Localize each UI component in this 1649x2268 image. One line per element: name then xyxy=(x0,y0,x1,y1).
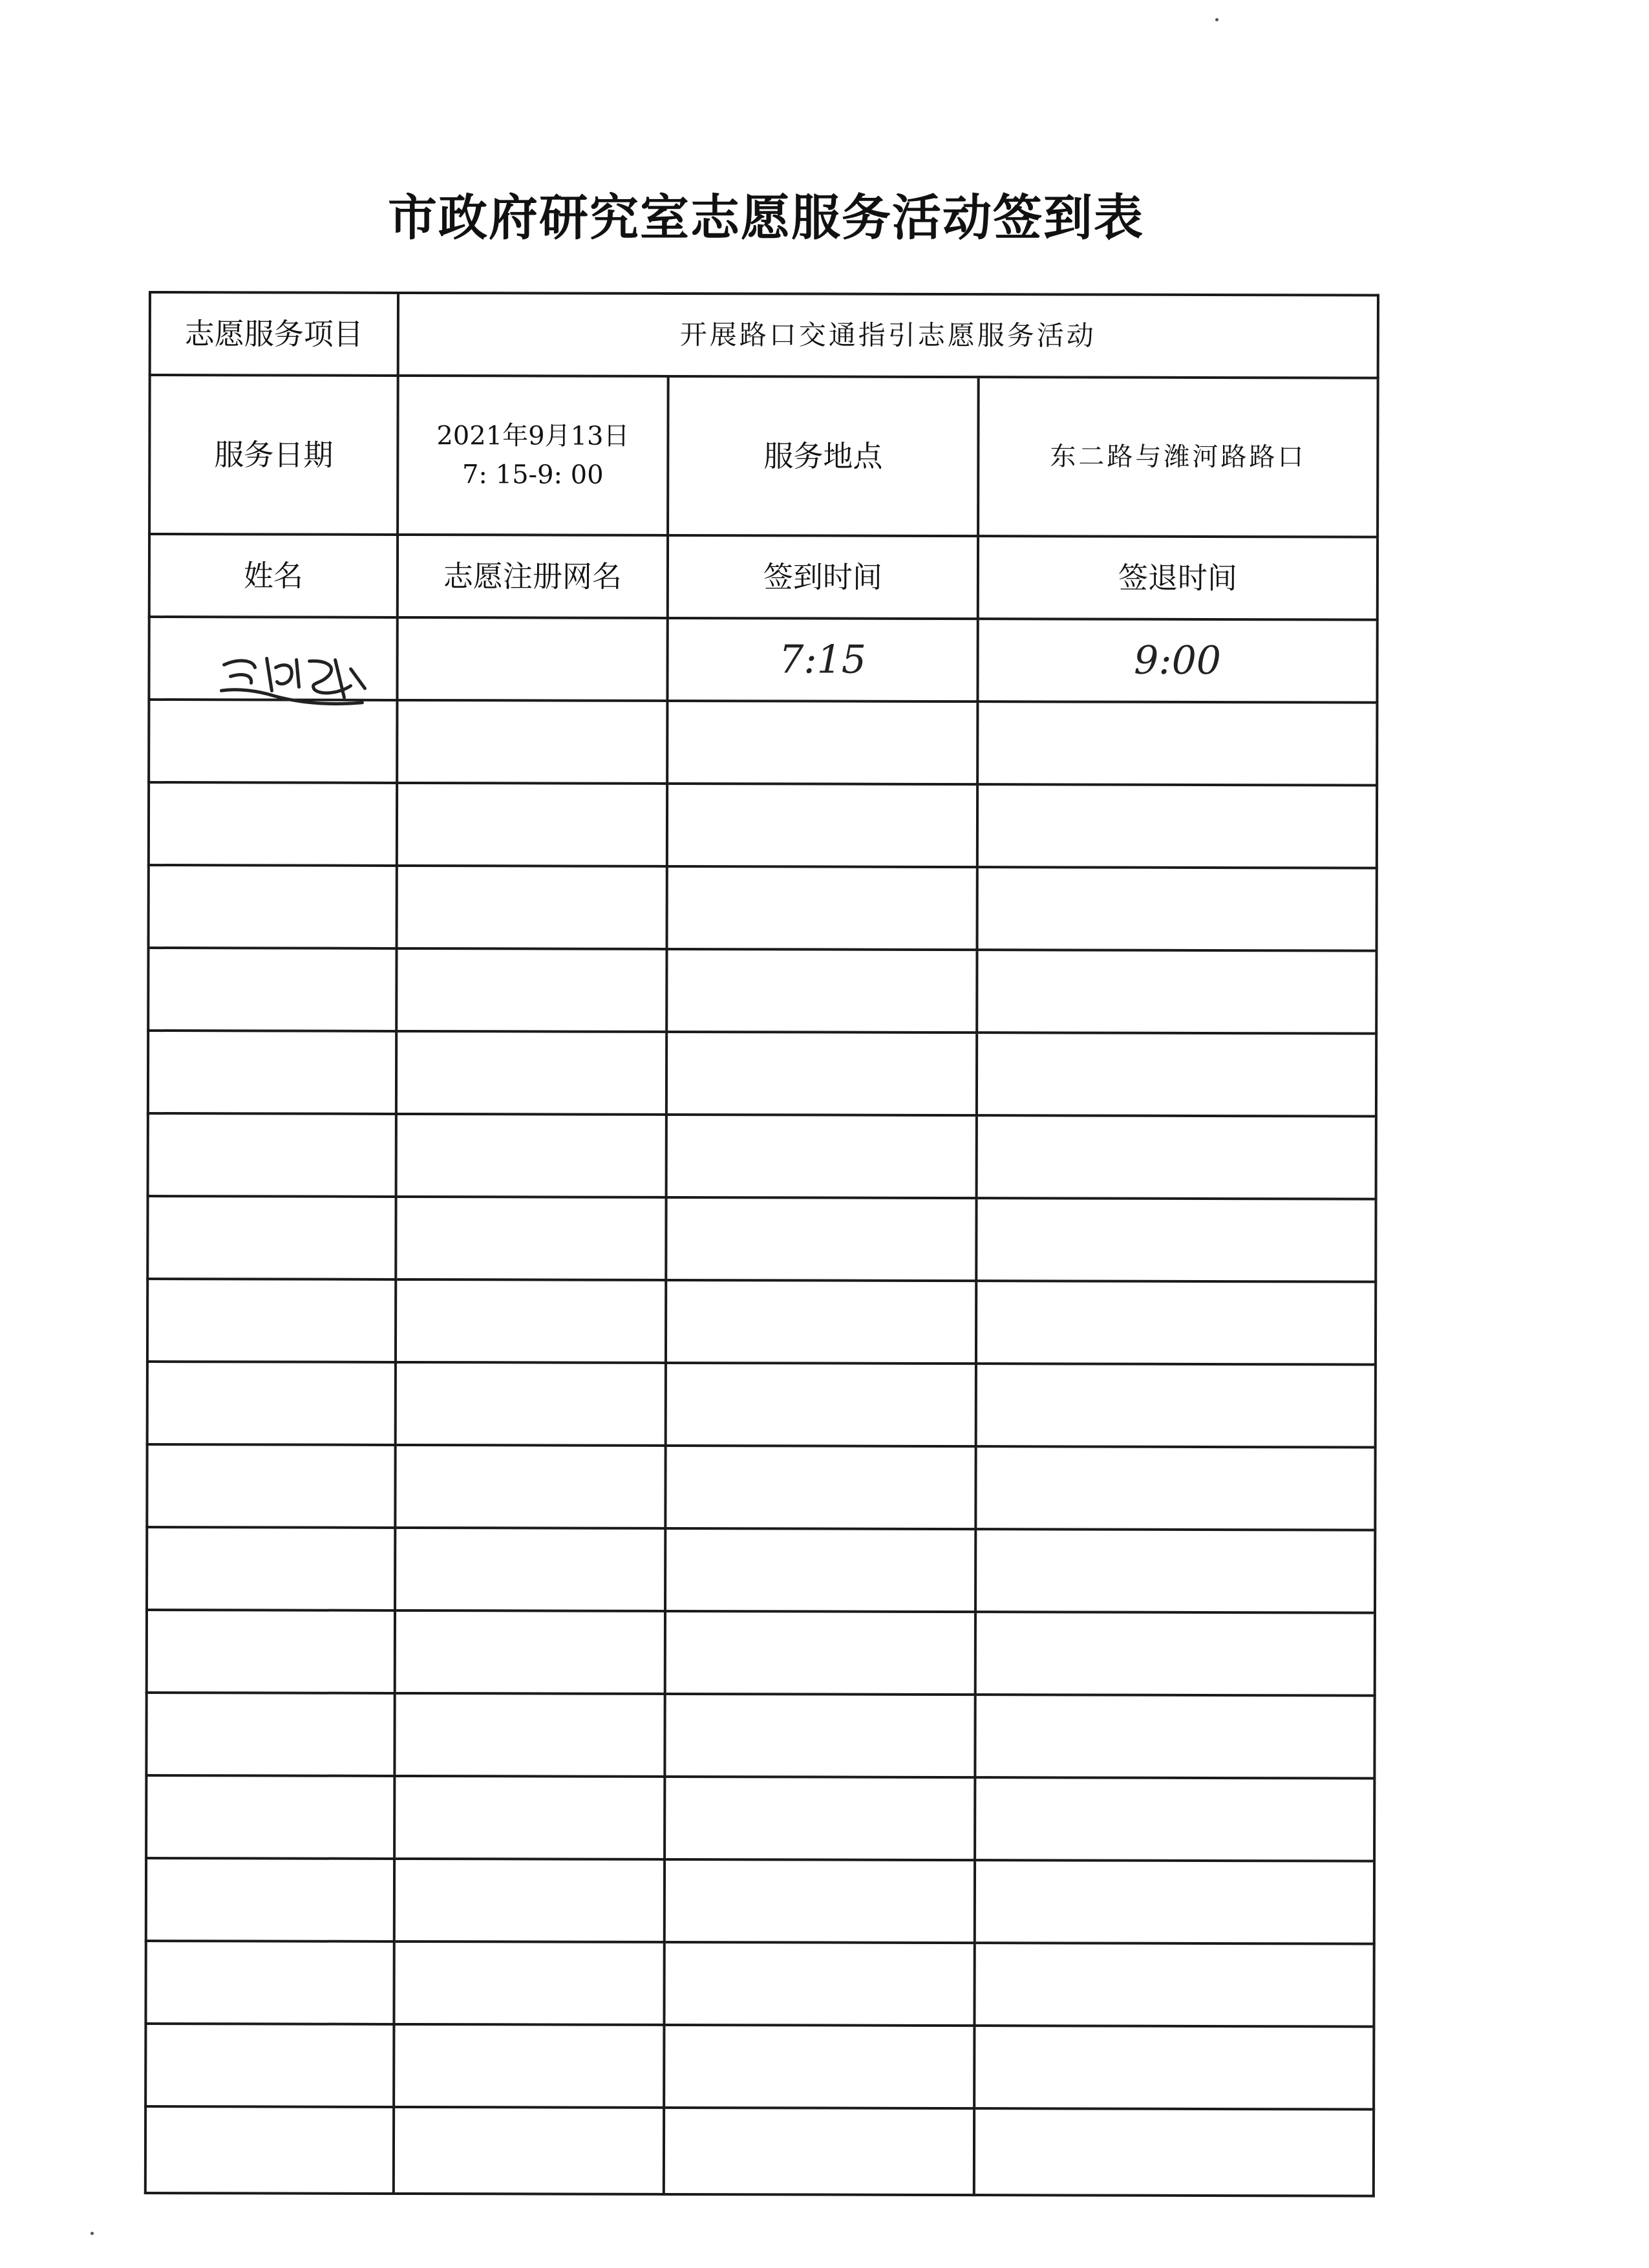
cell-sign-out xyxy=(975,1777,1374,1861)
cell-net-name xyxy=(395,1445,665,1528)
table-row xyxy=(149,782,1377,868)
cell-net-name xyxy=(394,2107,664,2194)
cell-net-name xyxy=(394,1942,664,2025)
cell-name xyxy=(149,782,397,866)
cell-sign-in xyxy=(665,1446,975,1529)
table-row xyxy=(147,1444,1375,1530)
table-row xyxy=(149,865,1377,951)
table-row xyxy=(147,1610,1375,1696)
cell-sign-in xyxy=(664,2025,974,2108)
header-sign-in: 签到时间 xyxy=(668,535,978,619)
service-time-line2: 7: 15-9: 00 xyxy=(462,460,604,490)
cell-name xyxy=(145,2024,394,2107)
sign-in-table xyxy=(144,291,1379,2198)
cell-name xyxy=(147,1362,396,1445)
project-value: 开展路口交通指引志愿服务活动 xyxy=(398,293,1378,378)
cell-sign-in xyxy=(666,1197,976,1281)
table-row xyxy=(148,1031,1376,1117)
cell-name xyxy=(145,1941,394,2024)
cell-sign-in xyxy=(666,1032,977,1115)
cell-name xyxy=(149,865,397,948)
table-row xyxy=(148,948,1376,1034)
cell-sign-in xyxy=(666,949,977,1032)
service-row xyxy=(149,375,1378,537)
handwritten-signature xyxy=(212,645,374,711)
cell-sign-out xyxy=(974,1943,1374,2027)
cell-name xyxy=(148,948,396,1031)
cell-sign-in xyxy=(666,1363,976,1446)
cell-name xyxy=(148,1031,396,1114)
cell-net-name xyxy=(394,1776,665,1859)
scan-speck xyxy=(1215,18,1218,21)
cell-sign-out xyxy=(975,1446,1375,1530)
sign-in-sheet xyxy=(144,291,1377,2099)
cell-net-name xyxy=(394,2024,664,2108)
cell-net-name xyxy=(395,1610,665,1694)
table-row xyxy=(147,1362,1376,1448)
cell-name xyxy=(146,1775,394,1859)
cell-name xyxy=(147,1196,396,1279)
table-row xyxy=(145,2024,1374,2110)
cell-name xyxy=(147,1444,395,1528)
service-place-value: 东二路与潍河路路口 xyxy=(978,377,1378,537)
cell-net-name xyxy=(396,1279,666,1363)
cell-sign-in xyxy=(667,866,977,950)
cell-sign-in xyxy=(667,784,977,867)
header-sign-out: 签退时间 xyxy=(978,536,1378,620)
cell-sign-out xyxy=(975,1695,1374,1779)
table-row xyxy=(147,1527,1375,1613)
cell-net-name xyxy=(396,1031,666,1115)
cell-net-name xyxy=(396,1114,666,1197)
table-row xyxy=(145,1941,1374,2027)
service-date-line1: 2021年9月13日 xyxy=(436,421,630,451)
cell-name xyxy=(149,700,397,783)
cell-net-name xyxy=(397,866,667,949)
cell-name xyxy=(147,1527,395,1610)
cell-sign-in xyxy=(667,618,977,701)
cell-sign-in xyxy=(665,1528,975,1612)
cell-sign-out xyxy=(977,701,1377,786)
table-row xyxy=(147,1279,1376,1365)
cell-sign-out xyxy=(976,1281,1376,1365)
cell-sign-out xyxy=(976,1198,1376,1282)
column-header-row xyxy=(149,534,1378,620)
cell-name xyxy=(147,1279,396,1362)
cell-net-name xyxy=(396,948,666,1032)
cell-name xyxy=(145,2106,394,2194)
cell-sign-in xyxy=(665,1611,975,1695)
cell-sign-in xyxy=(665,1777,975,1860)
cell-sign-out xyxy=(974,2108,1374,2196)
header-name: 姓名 xyxy=(149,534,398,617)
cell-sign-in xyxy=(664,2108,974,2195)
cell-sign-out xyxy=(977,950,1376,1034)
table-row xyxy=(149,700,1377,786)
table-row xyxy=(146,1775,1374,1861)
cell-sign-in xyxy=(665,1694,975,1777)
cell-name xyxy=(147,1610,395,1693)
cell-net-name xyxy=(395,1528,665,1611)
cell-net-name xyxy=(394,1693,665,1777)
cell-sign-out xyxy=(977,1032,1376,1117)
project-row xyxy=(150,292,1378,378)
service-date-label: 服务日期 xyxy=(149,375,398,535)
service-place-label: 服务地点 xyxy=(668,376,979,536)
cell-sign-in xyxy=(664,1942,974,2026)
table-row xyxy=(148,1113,1376,1199)
cell-sign-in xyxy=(667,701,977,784)
cell-sign-in xyxy=(665,1859,975,1943)
cell-name xyxy=(148,1113,396,1197)
project-label: 志愿服务项目 xyxy=(150,292,398,376)
cell-sign-out xyxy=(976,1364,1376,1448)
cell-sign-out xyxy=(975,1860,1374,1944)
cell-sign-out xyxy=(977,1115,1376,1199)
cell-net-name xyxy=(396,1197,666,1280)
cell-sign-out xyxy=(975,1529,1375,1613)
cell-sign-in xyxy=(666,1115,977,1198)
service-date-value xyxy=(398,376,668,535)
cell-sign-out xyxy=(975,1612,1375,1696)
cell-net-name xyxy=(397,617,667,701)
cell-net-name xyxy=(397,700,667,784)
table-row xyxy=(147,1196,1376,1282)
page-title: 市政府研究室志愿服务活动签到表 xyxy=(388,189,1144,246)
cell-sign-out-text: 9:00 xyxy=(1134,637,1222,684)
cell-net-name xyxy=(397,783,667,866)
scan-speck xyxy=(90,2232,94,2235)
cell-name xyxy=(146,1858,394,1942)
cell-sign-out xyxy=(974,2026,1374,2110)
cell-sign-out xyxy=(977,867,1377,951)
cell-sign-in-text: 7:15 xyxy=(779,637,867,683)
cell-sign-in xyxy=(666,1280,976,1364)
cell-name xyxy=(146,1693,394,1776)
cell-sign-out xyxy=(977,619,1377,703)
table-row xyxy=(145,2106,1374,2196)
cell-net-name xyxy=(396,1362,666,1446)
table-row xyxy=(146,1858,1374,1944)
table-row xyxy=(146,1693,1374,1779)
header-net-name: 志愿注册网名 xyxy=(398,535,668,618)
cell-net-name xyxy=(394,1859,665,1942)
cell-sign-out xyxy=(977,784,1377,868)
